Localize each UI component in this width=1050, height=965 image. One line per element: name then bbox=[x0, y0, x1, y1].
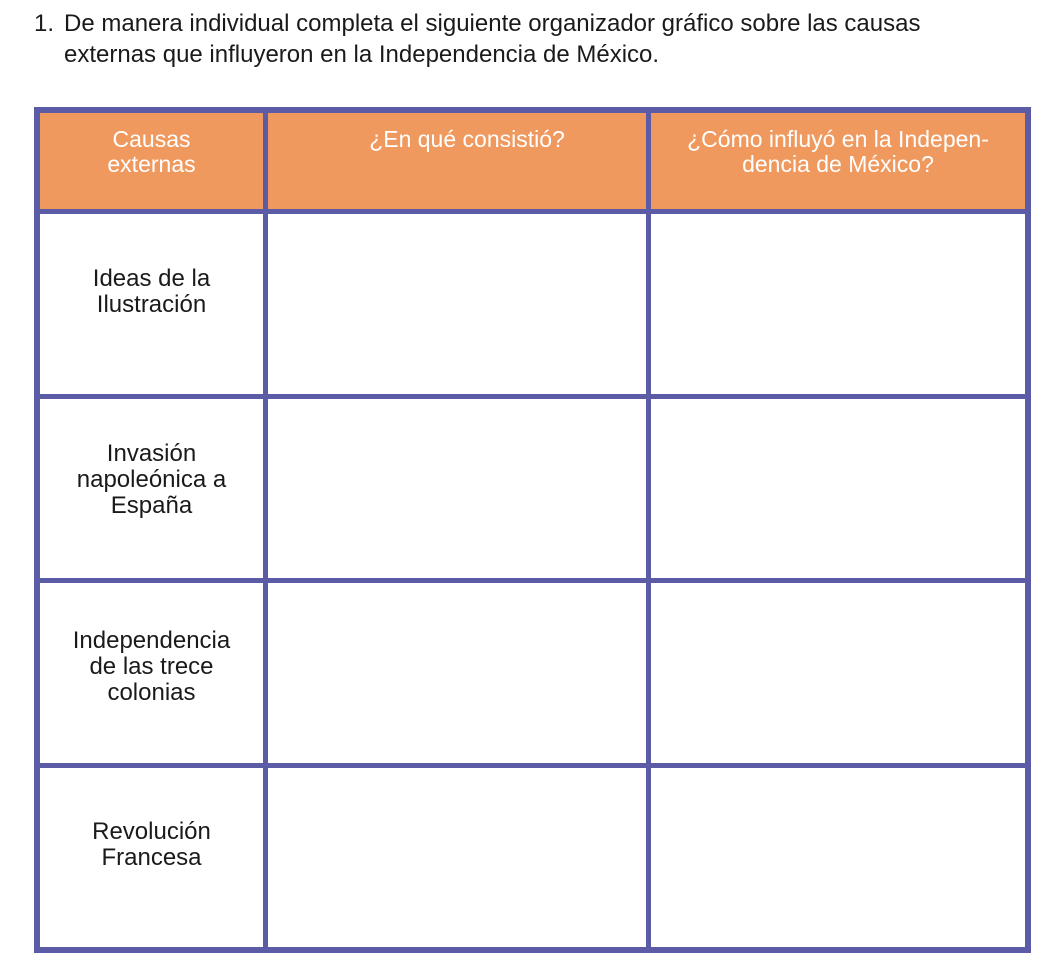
answer-cell-influyo-revolucion[interactable] bbox=[651, 768, 1025, 948]
answer-cell-consistio-trece-colonias[interactable] bbox=[268, 583, 646, 763]
answer-cell-influyo-trece-colonias[interactable] bbox=[651, 583, 1025, 763]
row-label-text: Ideas de la Ilustración bbox=[92, 264, 211, 318]
header-causas-externas: Causas externas bbox=[40, 113, 263, 209]
row-label-invasion-napoleonica bbox=[40, 399, 263, 579]
graphic-organizer-table bbox=[34, 107, 1031, 953]
header-en-que-consistio: ¿En qué consistió? bbox=[268, 113, 646, 209]
answer-cell-consistio-invasion[interactable] bbox=[268, 399, 646, 579]
instruction-number: 1. bbox=[34, 10, 55, 37]
answer-cell-influyo-ilustracion[interactable] bbox=[651, 214, 1025, 394]
answer-cell-consistio-ilustracion[interactable] bbox=[268, 214, 646, 394]
answer-cell-consistio-revolucion[interactable] bbox=[268, 768, 646, 948]
row-label-text: Invasión napoleónica a España bbox=[76, 440, 227, 520]
row-label-ilustracion bbox=[40, 214, 263, 394]
header-como-influyo: ¿Cómo influyó en la Indepen- dencia de México? bbox=[651, 113, 1025, 209]
row-label-text: Revolución Francesa bbox=[92, 818, 211, 872]
row-label-revolucion-francesa bbox=[40, 768, 263, 948]
instruction-text: De manera individual completa el siguiente organizador gráfico sobre las causas externas que influyeron en la Independencia de México. bbox=[64, 10, 921, 68]
row-label-trece-colonias bbox=[40, 583, 263, 763]
answer-cell-influyo-invasion[interactable] bbox=[651, 399, 1025, 579]
row-label-text: Independencia de las trece colonias bbox=[72, 626, 231, 706]
instruction bbox=[34, 8, 994, 70]
